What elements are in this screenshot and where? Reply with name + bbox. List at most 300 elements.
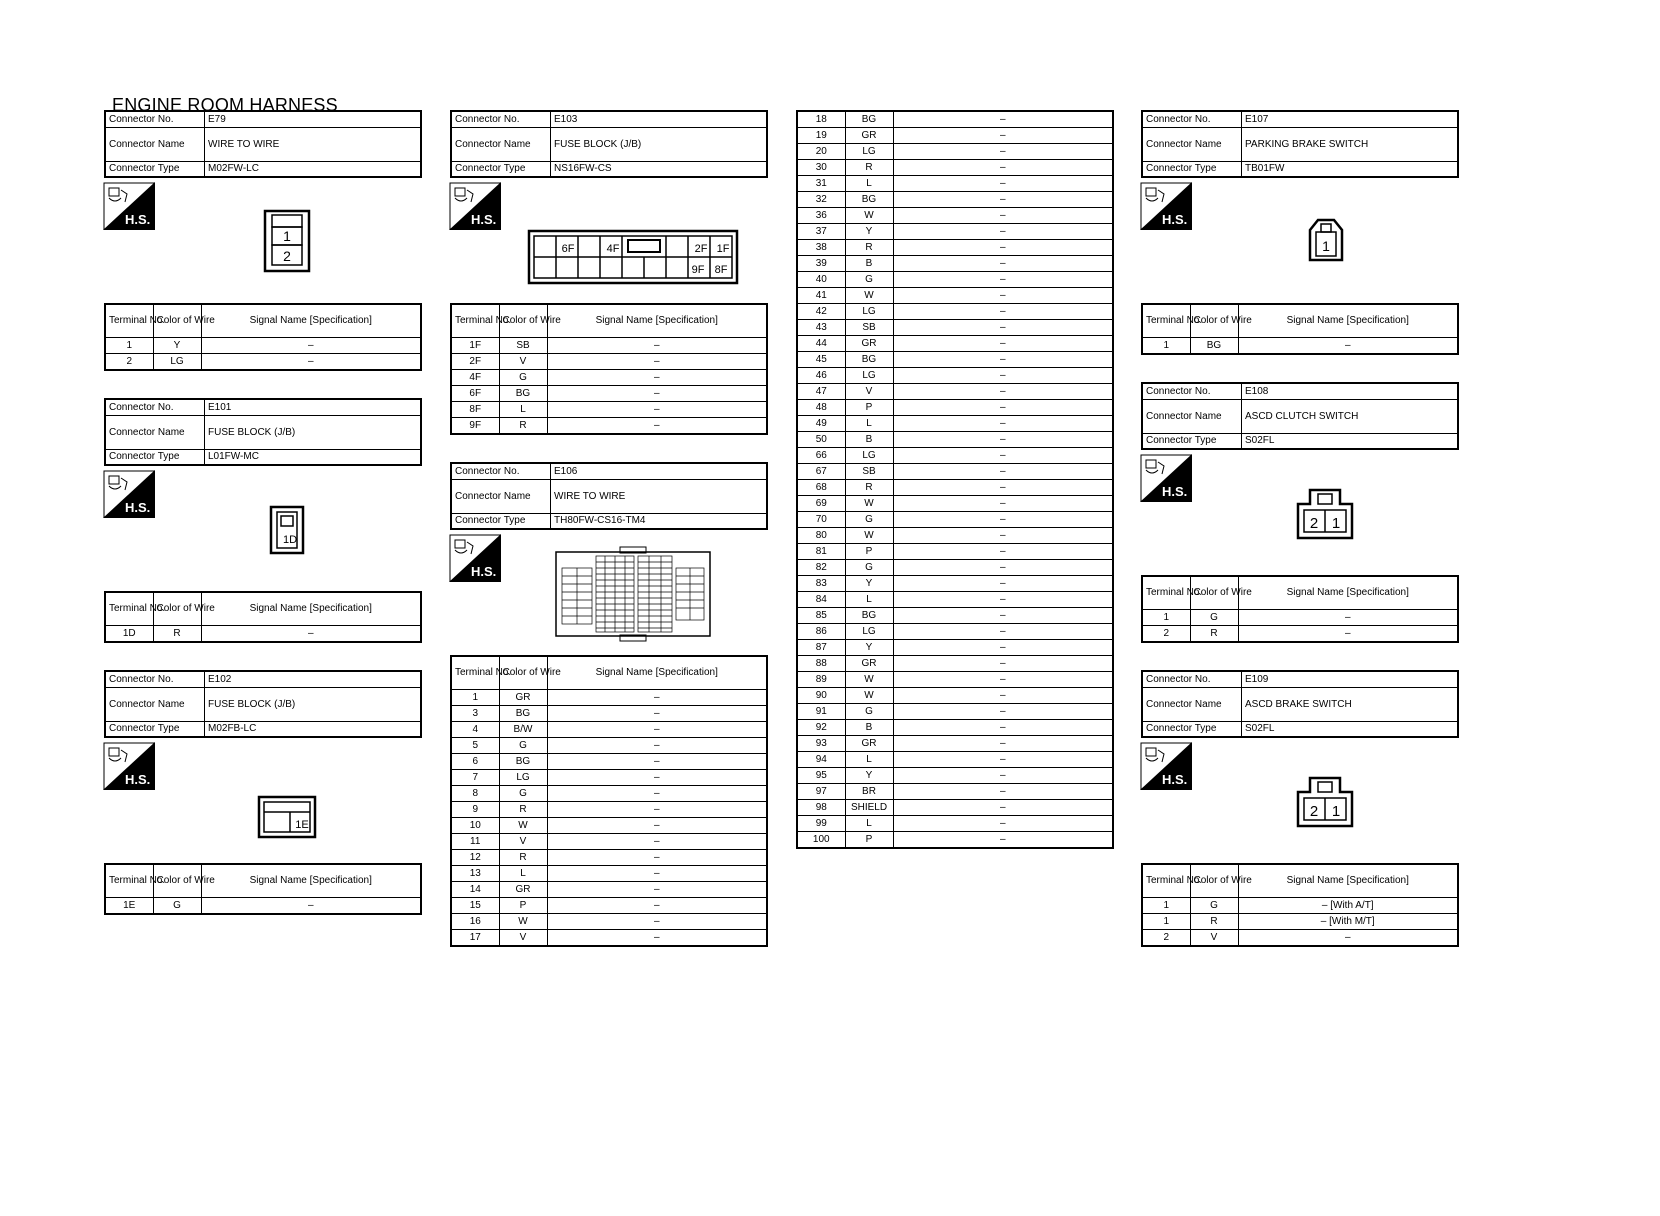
wire-color-cell: R (499, 850, 547, 866)
table-row: 1D R – (105, 626, 421, 643)
signal-cell: – (547, 914, 767, 930)
connector-name-label: Connector Name (1142, 399, 1242, 433)
terminal-cell: 36 (797, 208, 845, 224)
signal-cell: – (893, 832, 1113, 849)
terminal-no-header: Terminal No. (1142, 576, 1190, 610)
connector-no-value: E101 (205, 399, 422, 415)
signal-cell: – (893, 496, 1113, 512)
wire-color-cell: G (845, 272, 893, 288)
table-row: 2 V – (1142, 930, 1458, 947)
wire-color-cell: BG (499, 754, 547, 770)
wire-color-cell: Y (845, 640, 893, 656)
table-row (797, 336, 1113, 352)
color-header: Color of Wire (1190, 304, 1238, 338)
connector-e107-pin-table (1141, 303, 1459, 355)
terminal-cell: 50 (797, 432, 845, 448)
hs-harness-side-icon (1140, 454, 1192, 502)
connector-e109-info (1141, 670, 1459, 738)
terminal-cell: 12 (451, 850, 499, 866)
face-pin: 8F (714, 264, 728, 276)
connector-name-value: WIRE TO WIRE (551, 479, 768, 513)
color-header: Color of Wire (153, 592, 201, 626)
color-header: Color of Wire (153, 304, 201, 338)
signal-cell: – (547, 770, 767, 786)
face-pin: 1F (716, 243, 730, 255)
hs-label: H.S. (125, 212, 151, 227)
wire-color-cell: G (499, 738, 547, 754)
table-row (797, 480, 1113, 496)
wire-color-cell: GR (845, 128, 893, 144)
connector-e102-pin-table (104, 863, 422, 915)
connector-name-label: Connector Name (1142, 127, 1242, 161)
terminal-cell: 18 (797, 111, 845, 128)
connector-name-label: Connector Name (1142, 687, 1242, 721)
table-row (797, 656, 1113, 672)
face-pin: 1 (1331, 803, 1341, 820)
wire-color-cell: LG (845, 304, 893, 320)
connector-name-value: ASCD BRAKE SWITCH (1242, 687, 1459, 721)
connector-e101-info (104, 398, 422, 466)
table-row: 1 Y – (105, 338, 421, 354)
table-row (797, 256, 1113, 272)
table-row: 6F BG – (451, 386, 767, 402)
signal-cell: – (547, 930, 767, 947)
table-row (797, 544, 1113, 560)
wire-color-cell: BG (499, 706, 547, 722)
terminal-cell: 95 (797, 768, 845, 784)
table-row (797, 224, 1113, 240)
signal-header: Signal Name [Specification] (1238, 864, 1458, 898)
terminal-cell: 97 (797, 784, 845, 800)
wire-color-cell: W (845, 208, 893, 224)
table-row (797, 400, 1113, 416)
signal-cell: – (893, 160, 1113, 176)
signal-cell: – (893, 432, 1113, 448)
face-pin: 4F (606, 243, 620, 255)
wire-color-cell: R (499, 802, 547, 818)
wire-color-cell: W (845, 672, 893, 688)
hs-label: H.S. (125, 500, 151, 515)
table-row (797, 576, 1113, 592)
signal-cell: – (547, 706, 767, 722)
wire-color-cell: W (499, 914, 547, 930)
wire-color-cell: W (499, 818, 547, 834)
table-row (797, 608, 1113, 624)
signal-cell: – (893, 608, 1113, 624)
table-row (797, 784, 1113, 800)
connector-e103-pin-table (450, 303, 768, 435)
terminal-cell: 17 (451, 930, 499, 947)
table-row (451, 930, 767, 947)
connector-e106-pin-table-continued (796, 110, 1114, 849)
table-row (797, 448, 1113, 464)
terminal-cell: 83 (797, 576, 845, 592)
signal-cell: – (893, 528, 1113, 544)
wire-color-cell: V (499, 930, 547, 947)
table-row (451, 898, 767, 914)
connector-e79-info (104, 110, 422, 178)
terminal-no-header: Terminal No. (451, 656, 499, 690)
signal-cell: – (893, 240, 1113, 256)
table-row (797, 160, 1113, 176)
terminal-cell: 67 (797, 464, 845, 480)
connector-e109-pin-table (1141, 863, 1459, 947)
terminal-no-header: Terminal No. (105, 592, 153, 626)
signal-cell: – (893, 768, 1113, 784)
connector-no-value: E107 (1242, 111, 1459, 127)
table-row (797, 624, 1113, 640)
signal-header: Signal Name [Specification] (547, 304, 767, 338)
connector-type-label: Connector Type (105, 161, 205, 177)
wire-color-cell: R (845, 240, 893, 256)
hs-harness-side-icon (103, 182, 155, 230)
terminal-no-header: Terminal No. (105, 864, 153, 898)
terminal-cell: 38 (797, 240, 845, 256)
connector-type-value: L01FW-MC (205, 449, 422, 465)
connector-name-value: FUSE BLOCK (J/B) (205, 687, 422, 721)
table-row (797, 592, 1113, 608)
signal-cell: – (893, 352, 1113, 368)
signal-cell: – (547, 802, 767, 818)
wire-color-cell: BR (845, 784, 893, 800)
hs-harness-side-icon (103, 470, 155, 518)
terminal-cell: 80 (797, 528, 845, 544)
wire-color-cell: Y (845, 224, 893, 240)
signal-cell: – (893, 416, 1113, 432)
connector-type-value: NS16FW-CS (551, 161, 768, 177)
signal-cell: – (893, 816, 1113, 832)
wire-color-cell: L (845, 176, 893, 192)
table-row (797, 496, 1113, 512)
signal-cell: – (893, 736, 1113, 752)
signal-cell: – (893, 800, 1113, 816)
signal-cell: – (893, 624, 1113, 640)
wire-color-cell: W (845, 528, 893, 544)
connector-no-label: Connector No. (451, 463, 551, 479)
table-row (797, 416, 1113, 432)
table-row (797, 144, 1113, 160)
connector-type-label: Connector Type (1142, 433, 1242, 449)
terminal-cell: 1 (451, 690, 499, 706)
signal-cell: – (893, 144, 1113, 160)
table-row (797, 640, 1113, 656)
terminal-cell: 42 (797, 304, 845, 320)
wire-color-cell: LG (499, 770, 547, 786)
signal-cell: – (547, 754, 767, 770)
table-row (797, 368, 1113, 384)
table-row (451, 866, 767, 882)
wire-color-cell: Y (845, 768, 893, 784)
wire-color-cell: BG (845, 608, 893, 624)
signal-header: Signal Name [Specification] (1238, 304, 1458, 338)
connector-e109-face (1296, 776, 1354, 828)
signal-cell: – (893, 111, 1113, 128)
signal-cell: – (893, 304, 1113, 320)
wire-color-cell: G (845, 560, 893, 576)
terminal-cell: 92 (797, 720, 845, 736)
signal-cell: – (547, 738, 767, 754)
connector-type-value: S02FL (1242, 721, 1459, 737)
wire-color-cell: P (845, 544, 893, 560)
table-row: 1 BG – (1142, 338, 1458, 355)
face-pin: 1 (283, 228, 291, 244)
wire-color-cell: G (845, 704, 893, 720)
connector-e103-info (450, 110, 768, 178)
terminal-cell: 70 (797, 512, 845, 528)
wire-color-cell: B/W (499, 722, 547, 738)
terminal-cell: 15 (451, 898, 499, 914)
connector-e102-face (258, 796, 316, 838)
table-row (797, 304, 1113, 320)
connector-no-label: Connector No. (451, 111, 551, 127)
connector-no-value: E79 (205, 111, 422, 127)
terminal-no-header: Terminal No. (1142, 304, 1190, 338)
table-row (797, 736, 1113, 752)
wire-color-cell: B (845, 256, 893, 272)
terminal-cell: 91 (797, 704, 845, 720)
signal-cell: – (893, 224, 1113, 240)
connector-type-value: TB01FW (1242, 161, 1459, 177)
connector-no-value: E109 (1242, 671, 1459, 687)
terminal-cell: 8 (451, 786, 499, 802)
face-pin: 2 (1309, 803, 1319, 820)
connector-name-value: FUSE BLOCK (J/B) (551, 127, 768, 161)
table-row: 1 G – (1142, 610, 1458, 626)
hs-label: H.S. (1162, 484, 1188, 499)
table-row (797, 800, 1113, 816)
wire-color-cell: SB (845, 464, 893, 480)
connector-no-label: Connector No. (1142, 671, 1242, 687)
signal-cell: – (893, 544, 1113, 560)
connector-e106-pin-table (450, 655, 768, 947)
terminal-cell: 69 (797, 496, 845, 512)
connector-type-value: M02FB-LC (205, 721, 422, 737)
wire-color-cell: GR (845, 336, 893, 352)
wire-color-cell: GR (499, 690, 547, 706)
table-row (797, 432, 1113, 448)
terminal-cell: 9 (451, 802, 499, 818)
color-header: Color of Wire (1190, 576, 1238, 610)
signal-cell: – (893, 368, 1113, 384)
terminal-cell: 66 (797, 448, 845, 464)
terminal-cell: 31 (797, 176, 845, 192)
wire-color-cell: P (845, 832, 893, 849)
signal-cell: – (893, 752, 1113, 768)
hs-harness-side-icon (103, 742, 155, 790)
terminal-cell: 6 (451, 754, 499, 770)
signal-cell: – (893, 576, 1113, 592)
face-pin: 1D (282, 534, 298, 546)
connector-no-label: Connector No. (105, 671, 205, 687)
terminal-cell: 99 (797, 816, 845, 832)
table-row: 1 G – [With A/T] (1142, 898, 1458, 914)
connector-e101-pin-table (104, 591, 422, 643)
connector-e106-face (554, 546, 712, 642)
terminal-cell: 94 (797, 752, 845, 768)
terminal-cell: 16 (451, 914, 499, 930)
connector-e108-info (1141, 382, 1459, 450)
table-row (797, 111, 1113, 128)
connector-name-label: Connector Name (451, 479, 551, 513)
table-row (797, 272, 1113, 288)
signal-cell: – (893, 336, 1113, 352)
terminal-cell: 45 (797, 352, 845, 368)
signal-cell: – (893, 288, 1113, 304)
table-row (797, 384, 1113, 400)
wire-color-cell: BG (845, 352, 893, 368)
connector-no-value: E108 (1242, 383, 1459, 399)
signal-cell: – (893, 704, 1113, 720)
terminal-cell: 100 (797, 832, 845, 849)
signal-cell: – (893, 480, 1113, 496)
terminal-cell: 47 (797, 384, 845, 400)
hs-label: H.S. (1162, 772, 1188, 787)
table-row (797, 528, 1113, 544)
terminal-cell: 84 (797, 592, 845, 608)
wire-color-cell: B (845, 720, 893, 736)
connector-e108-face (1296, 488, 1354, 540)
terminal-cell: 7 (451, 770, 499, 786)
signal-cell: – (893, 640, 1113, 656)
connector-no-label: Connector No. (1142, 383, 1242, 399)
wire-color-cell: W (845, 496, 893, 512)
table-row (797, 176, 1113, 192)
terminal-cell: 93 (797, 736, 845, 752)
face-pin: 2 (283, 248, 291, 264)
connector-no-label: Connector No. (105, 111, 205, 127)
hs-label: H.S. (125, 772, 151, 787)
signal-cell: – (893, 320, 1113, 336)
wire-color-cell: L (845, 416, 893, 432)
table-row (797, 560, 1113, 576)
table-row: 2F V – (451, 354, 767, 370)
connector-e101-face (270, 506, 304, 554)
terminal-cell: 86 (797, 624, 845, 640)
connector-name-label: Connector Name (105, 415, 205, 449)
connector-name-value: PARKING BRAKE SWITCH (1242, 127, 1459, 161)
wire-color-cell: P (499, 898, 547, 914)
terminal-cell: 43 (797, 320, 845, 336)
table-row: 2 R – (1142, 626, 1458, 643)
wire-color-cell: L (499, 866, 547, 882)
table-row: 9F R – (451, 418, 767, 435)
connector-name-value: FUSE BLOCK (J/B) (205, 415, 422, 449)
terminal-cell: 13 (451, 866, 499, 882)
wire-color-cell: GR (845, 736, 893, 752)
table-row (797, 704, 1113, 720)
signal-cell: – (547, 786, 767, 802)
signal-cell: – (893, 784, 1113, 800)
hs-harness-side-icon (1140, 742, 1192, 790)
table-row (451, 818, 767, 834)
signal-cell: – (893, 672, 1113, 688)
table-row (797, 240, 1113, 256)
connector-e79-face (264, 210, 310, 272)
signal-header: Signal Name [Specification] (201, 592, 421, 626)
connector-type-label: Connector Type (105, 721, 205, 737)
terminal-cell: 98 (797, 800, 845, 816)
table-row (451, 754, 767, 770)
table-row: 1E G – (105, 898, 421, 915)
terminal-cell: 87 (797, 640, 845, 656)
table-row (797, 288, 1113, 304)
connector-e106-info (450, 462, 768, 530)
signal-cell: – (893, 464, 1113, 480)
hs-label: H.S. (1162, 212, 1188, 227)
terminal-cell: 89 (797, 672, 845, 688)
color-header: Color of Wire (499, 656, 547, 690)
table-row: 4F G – (451, 370, 767, 386)
terminal-cell: 19 (797, 128, 845, 144)
terminal-cell: 14 (451, 882, 499, 898)
connector-no-value: E106 (551, 463, 768, 479)
table-row (797, 208, 1113, 224)
connector-type-value: TH80FW-CS16-TM4 (551, 513, 768, 529)
terminal-cell: 30 (797, 160, 845, 176)
wire-color-cell: L (845, 592, 893, 608)
connector-type-value: M02FW-LC (205, 161, 422, 177)
connector-name-label: Connector Name (451, 127, 551, 161)
connector-e107-face (1308, 218, 1344, 262)
terminal-cell: 44 (797, 336, 845, 352)
wire-color-cell: V (845, 384, 893, 400)
table-row: 1 R – [With M/T] (1142, 914, 1458, 930)
terminal-cell: 4 (451, 722, 499, 738)
connector-name-value: ASCD CLUTCH SWITCH (1242, 399, 1459, 433)
color-header: Color of Wire (1190, 864, 1238, 898)
terminal-cell: 40 (797, 272, 845, 288)
connector-e103-face (528, 230, 738, 284)
signal-cell: – (893, 256, 1113, 272)
connector-e102-info (104, 670, 422, 738)
signal-cell: – (893, 208, 1113, 224)
connector-type-label: Connector Type (1142, 161, 1242, 177)
signal-cell: – (893, 128, 1113, 144)
wire-color-cell: P (845, 400, 893, 416)
hs-harness-side-icon (449, 182, 501, 230)
signal-cell: – (893, 384, 1113, 400)
connector-no-label: Connector No. (1142, 111, 1242, 127)
signal-header: Signal Name [Specification] (1238, 576, 1458, 610)
terminal-cell: 90 (797, 688, 845, 704)
terminal-cell: 82 (797, 560, 845, 576)
connector-e107-info (1141, 110, 1459, 178)
wire-color-cell: LG (845, 624, 893, 640)
signal-cell: – (547, 690, 767, 706)
table-row (451, 690, 767, 706)
signal-cell: – (893, 272, 1113, 288)
connector-type-label: Connector Type (451, 513, 551, 529)
terminal-cell: 10 (451, 818, 499, 834)
color-header: Color of Wire (153, 864, 201, 898)
face-pin: 1 (1322, 238, 1330, 254)
terminal-no-header: Terminal No. (1142, 864, 1190, 898)
wire-color-cell: R (845, 160, 893, 176)
signal-cell: – (893, 560, 1113, 576)
terminal-cell: 32 (797, 192, 845, 208)
face-pin: 6F (561, 243, 575, 255)
connector-type-label: Connector Type (451, 161, 551, 177)
wire-color-cell: SHIELD (845, 800, 893, 816)
wire-color-cell: W (845, 688, 893, 704)
table-row (797, 512, 1113, 528)
table-row (451, 738, 767, 754)
table-row (797, 752, 1113, 768)
table-row (797, 320, 1113, 336)
table-row (451, 786, 767, 802)
terminal-cell: 5 (451, 738, 499, 754)
color-header: Color of Wire (499, 304, 547, 338)
